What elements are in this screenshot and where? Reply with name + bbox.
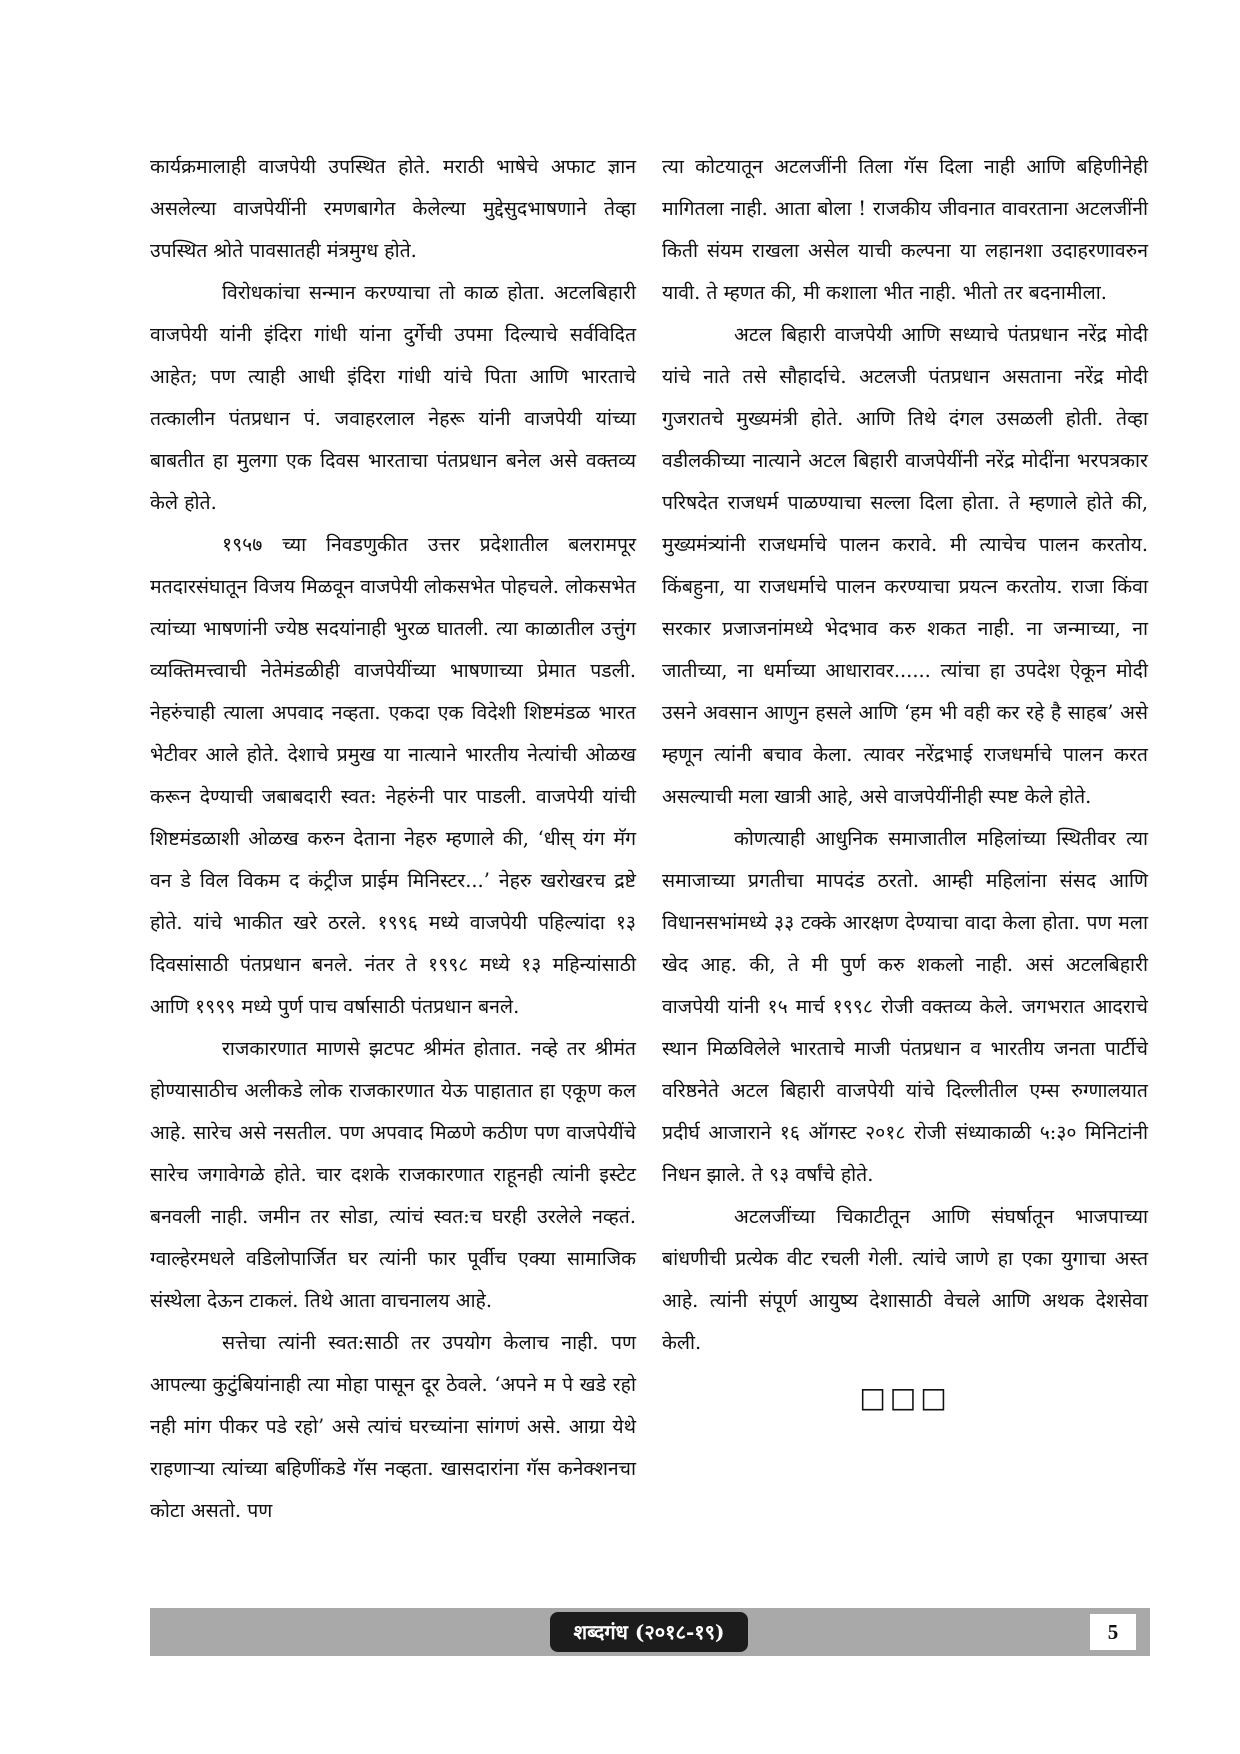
end-of-article-marks: □□□ (859, 1381, 951, 1414)
paragraph: सत्तेचा त्यांनी स्वत:साठी तर उपयोग केलाच नाही. पण आपल्या कुटुंबियांनाही त्या मोहा पासून दूर ठेवले. ‘अपने म पे खडे रहो नही मांग पीकर पडे रहो’ असे त्यांचं घरच्यांना सांगणं असे. आग्रा येथे राहणाऱ्या त्यांच्या बहिणींकडे गॅस नव्हता. खासदारांना गॅस कनेक्शनचा कोटा असतो. पण (150, 1331, 636, 1522)
paragraph: त्या कोटयातून अटलजींनी तिला गॅस दिला नाही आणि बहिणीनेही मागितला नाही. आता बोला ! राजकीय जीवनात वावरताना अटलजींनी किती संयम राखला असेल याची कल्पना या लहानशा उदाहरणावरुन यावी. ते म्हणत की, मी कशाला भीत नाही. भीतो तर बदनामीला. (662, 155, 1148, 304)
page-number: 5 (1090, 1614, 1136, 1650)
paragraph: कोणत्याही आधुनिक समाजातील महिलांच्या स्थितीवर त्या समाजाच्या प्रगतीचा मापदंड ठरतो. आम्ही महिलांना संसद आणि विधानसभांमध्ये ३३ टक्के आरक्षण देण्याचा वादा केला होता. पण मला खेद आह. की, ते मी पुर्ण करु शकलो नाही. असं अटलबिहारी वाजपेयी यांनी १५ मार्च १९९८ रोजी वक्तव्य केले. जगभरात आदराचे स्थान मिळविलेले भारताचे माजी पंतप्रधान व भारतीय जनता पार्टीचे वरिष्ठनेते अटल बिहारी वाजपेयी यांचे दिल्लीतील एम्स रुग्णालयात प्रदीर्घ आजाराने १६ ऑगस्ट २०१८ रोजी संध्याकाळी ५:३० मिनिटांनी निधन झाले. ते ९३ वर्षांचे होते. (662, 827, 1148, 1186)
article-page (150, 146, 1150, 1606)
footer-bar (150, 1608, 1150, 1656)
paragraph: अटलजींच्या चिकाटीतून आणि संघर्षातून भाजपाच्या बांधणीची प्रत्येक वीट रचली गेली. त्यांचे जाणे हा एका युगाचा अस्त आहे. त्यांनी संपूर्ण आयुष्य देशासाठी वेचले आणि अथक देशसेवा केली. (662, 1205, 1148, 1354)
paragraph: कार्यक्रमालाही वाजपेयी उपस्थित होते. मराठी भाषेचे अफाट ज्ञान असलेल्या वाजपेयींनी रमणबागेत केलेल्या मुद्देसुदभाषणाने तेव्हा उपस्थित श्रोते पावसातही मंत्रमुग्ध होते. (150, 155, 636, 262)
paragraph: विरोधकांचा सन्मान करण्याचा तो काळ होता. अटलबिहारी वाजपेयी यांनी इंदिरा गांधी यांना दुर्गेची उपमा दिल्याचे सर्वविदित आहेत; पण त्याही आधी इंदिरा गांधी यांचे पिता आणि भारताचे तत्कालीन पंतप्रधान पं. जवाहरलाल नेहरू यांनी वाजपेयी यांच्या बाबतीत हा मुलगा एक दिवस भारताचा पंतप्रधान बनेल असे वक्तव्य केले होते. (150, 281, 636, 514)
left-column (150, 146, 636, 1532)
paragraph: राजकारणात माणसे झटपट श्रीमंत होतात. नव्हे तर श्रीमंत होण्यासाठीच अलीकडे लोक राजकारणात येऊ पाहातात हा एकूण कल आहे. सारेच असे नसतील. पण अपवाद मिळणे कठीण पण वाजपेयींचे सारेच जगावेगळे होते. चार दशके राजकारणात राहूनही त्यांनी इस्टेट बनवली नाही. जमीन तर सोडा, त्यांचं स्वत:च घरही उरलेले नव्हतं. ग्वाल्हेरमधले वडिलोपार्जित घर त्यांनी फार पूर्वीच एक्या सामाजिक संस्थेला देऊन टाकलं. तिथे आता वाचनालय आहे. (150, 1037, 636, 1312)
paragraph: १९५७ च्या निवडणुकीत उत्तर प्रदेशातील बलरामपूर मतदारसंघातून विजय मिळवून वाजपेयी लोकसभेत पोहचले. लोकसभेत त्यांच्या भाषणांनी ज्येष्ठ सदयांनाही भुरळ घातली. त्या काळातील उत्तुंग व्यक्तिमत्त्वाची नेतेमंडळीही वाजपेयींच्या भाषणाच्या प्रेमात पडली. नेहरुंचाही त्याला अपवाद नव्हता. एकदा एक विदेशी शिष्टमंडळ भारत भेटीवर आले होते. देशाचे प्रमुख या नात्याने भारतीय नेत्यांची ओळख करून देण्याची जबाबदारी स्वत: नेहरुंनी पार पाडली. वाजपेयी यांची शिष्टमंडळाशी ओळख करुन देताना नेहरु म्हणाले की, ‘धीस् यंग मॅग वन डे विल विकम द कंट्रीज प्राईम मिनिस्टर...’ नेहरु खरोखरच द्रष्टे होते. यांचे भाकीत खरे ठरले. १९९६ मध्ये वाजपेयी पहिल्यांदा १३ दिवसांसाठी पंतप्रधान बनले. नंतर ते १९९८ मध्ये १३ महिन्यांसाठी आणि १९९९ मध्ये पुर्ण पाच वर्षासाठी पंतप्रधान बनले. (150, 533, 636, 1018)
paragraph: अटल बिहारी वाजपेयी आणि सध्याचे पंतप्रधान नरेंद्र मोदी यांचे नाते तसे सौहार्दाचे. अटलजी पंतप्रधान असताना नरेंद्र मोदी गुजरातचे मुख्यमंत्री होते. आणि तिथे दंगल उसळली होती. तेव्हा वडीलकीच्या नात्याने अटल बिहारी वाजपेयींनी नरेंद्र मोदींना भरपत्रकार परिषदेत राजधर्म पाळण्याचा सल्ला दिला होता. ते म्हणाले होते की, मुख्यमंत्र्यांनी राजधर्माचे पालन करावे. मी त्याचेच पालन करतोय. किंबहुना, या राजधर्माचे पालन करण्याचा प्रयत्न करतोय. राजा किंवा सरकार प्रजाजनांमध्ये भेदभाव करु शकत नाही. ना जन्माच्या, ना जातीच्या, ना धर्माच्या आधारावर...... त्यांचा हा उपदेश ऐकून मोदी उसने अवसान आणुन हसले आणि ‘हम भी वही कर रहे है साहब’ असे म्हणून त्यांनी बचाव केला. त्यावर नरेंद्रभाई राजधर्माचे पालन करत असल्याची मला खात्री आहे, असे वाजपेयींनीही स्पष्ट केले होते. (662, 323, 1148, 808)
magazine-title: शब्दगंध (२०१८-१९) (550, 1612, 748, 1652)
right-column (662, 146, 1148, 1416)
